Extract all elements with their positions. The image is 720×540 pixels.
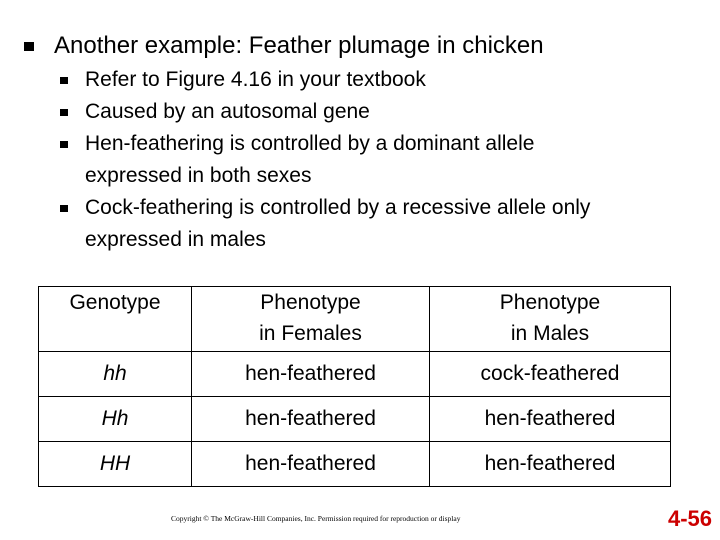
header-genotype: Genotype [39, 287, 192, 352]
table-row [39, 442, 671, 487]
bullet-text-line: expressed in both sexes [85, 164, 312, 187]
header-phenotype-females [192, 287, 430, 352]
male-phenotype-cell: hen-feathered [430, 397, 671, 442]
phenotype-table [38, 286, 671, 487]
header-line: in Males [510, 322, 590, 345]
table-row [39, 397, 671, 442]
header-line: Phenotype [499, 291, 601, 314]
female-phenotype-cell: hen-feathered [192, 442, 430, 487]
bullet-square [60, 141, 68, 148]
female-phenotype-cell: hen-feathered [192, 352, 430, 397]
copyright-notice: Copyright © The McGraw-Hill Companies, Inc. Permission required for reproduction or display [171, 514, 461, 523]
bullet-square [60, 205, 68, 212]
slide-heading: Another example: Feather plumage in chicken [54, 32, 544, 59]
male-phenotype-cell: cock-feathered [430, 352, 671, 397]
bullet-square [60, 77, 68, 84]
header-phenotype-males [430, 287, 671, 352]
female-phenotype-cell: hen-feathered [192, 397, 430, 442]
bullet-list [60, 64, 710, 256]
list-item [60, 96, 710, 128]
list-item [60, 64, 710, 96]
genotype-cell: Hh [39, 397, 192, 442]
bullet-text: Caused by an autosomal gene [85, 100, 370, 123]
bullet-text-line: Cock-feathering is controlled by a recessive allele only [85, 196, 591, 219]
table-row [39, 352, 671, 397]
header-line: in Females [259, 322, 362, 345]
bullet-square [60, 109, 68, 116]
male-phenotype-cell: hen-feathered [430, 442, 671, 487]
list-item [60, 192, 710, 256]
slide-number: 4-56 [667, 506, 712, 531]
table-header-row [39, 287, 671, 352]
genotype-cell: HH [39, 442, 192, 487]
header-line: Phenotype [260, 291, 361, 314]
list-item [60, 128, 710, 192]
bullet-text-line: Hen-feathering is controlled by a dominant allele [85, 132, 535, 155]
bullet-text-line: expressed in males [85, 228, 266, 251]
genotype-cell: hh [39, 352, 192, 397]
bullet-text: Refer to Figure 4.16 in your textbook [85, 68, 426, 91]
bullet-square [24, 42, 34, 51]
